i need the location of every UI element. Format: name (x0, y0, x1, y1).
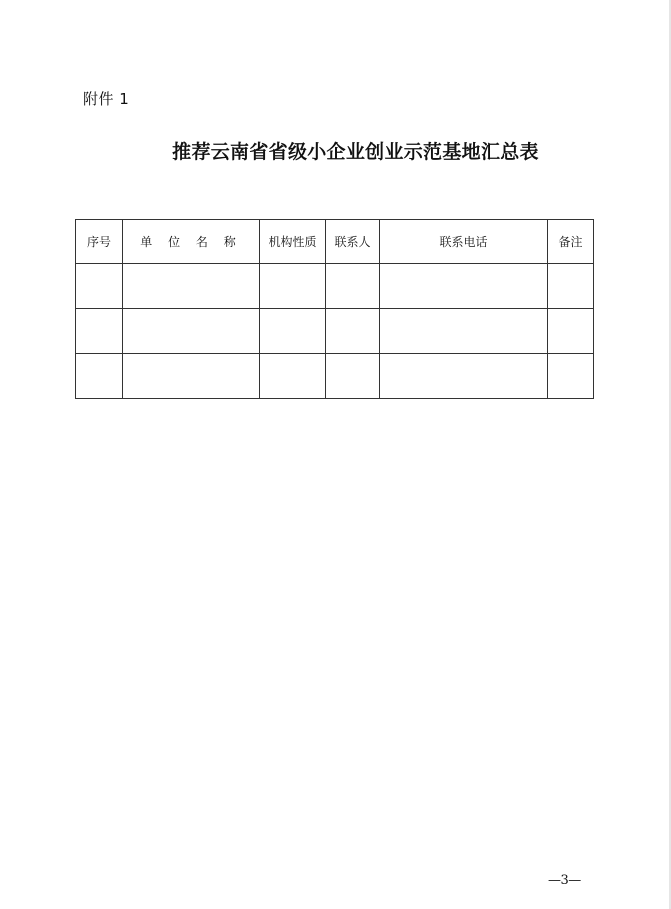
cell-remarks (548, 309, 594, 354)
table-row (76, 354, 594, 399)
cell-contact-phone (380, 264, 548, 309)
cell-contact-phone (380, 309, 548, 354)
cell-unit-name (123, 309, 260, 354)
table-row (76, 264, 594, 309)
page-number: —3— (548, 873, 581, 888)
cell-unit-name (123, 264, 260, 309)
cell-org-type (260, 264, 326, 309)
cell-contact-person (326, 309, 380, 354)
cell-contact-phone (380, 354, 548, 399)
cell-contact-person (326, 264, 380, 309)
cell-org-type (260, 309, 326, 354)
cell-index (76, 309, 123, 354)
header-contact-phone: 联系电话 (380, 220, 548, 264)
summary-table (75, 219, 594, 399)
document-title: 推荐云南省省级小企业创业示范基地汇总表 (172, 141, 539, 163)
table-header-row (76, 220, 594, 264)
header-org-type: 机构性质 (260, 220, 326, 264)
cell-remarks (548, 264, 594, 309)
cell-org-type (260, 354, 326, 399)
table-row (76, 309, 594, 354)
header-contact-person: 联系人 (326, 220, 380, 264)
header-unit-name: 单 位 名 称 (123, 220, 260, 264)
cell-index (76, 354, 123, 399)
cell-remarks (548, 354, 594, 399)
cell-index (76, 264, 123, 309)
header-remarks: 备注 (548, 220, 594, 264)
cell-unit-name (123, 354, 260, 399)
header-index: 序号 (76, 220, 123, 264)
attachment-label: 附件 1 (83, 90, 130, 108)
cell-contact-person (326, 354, 380, 399)
